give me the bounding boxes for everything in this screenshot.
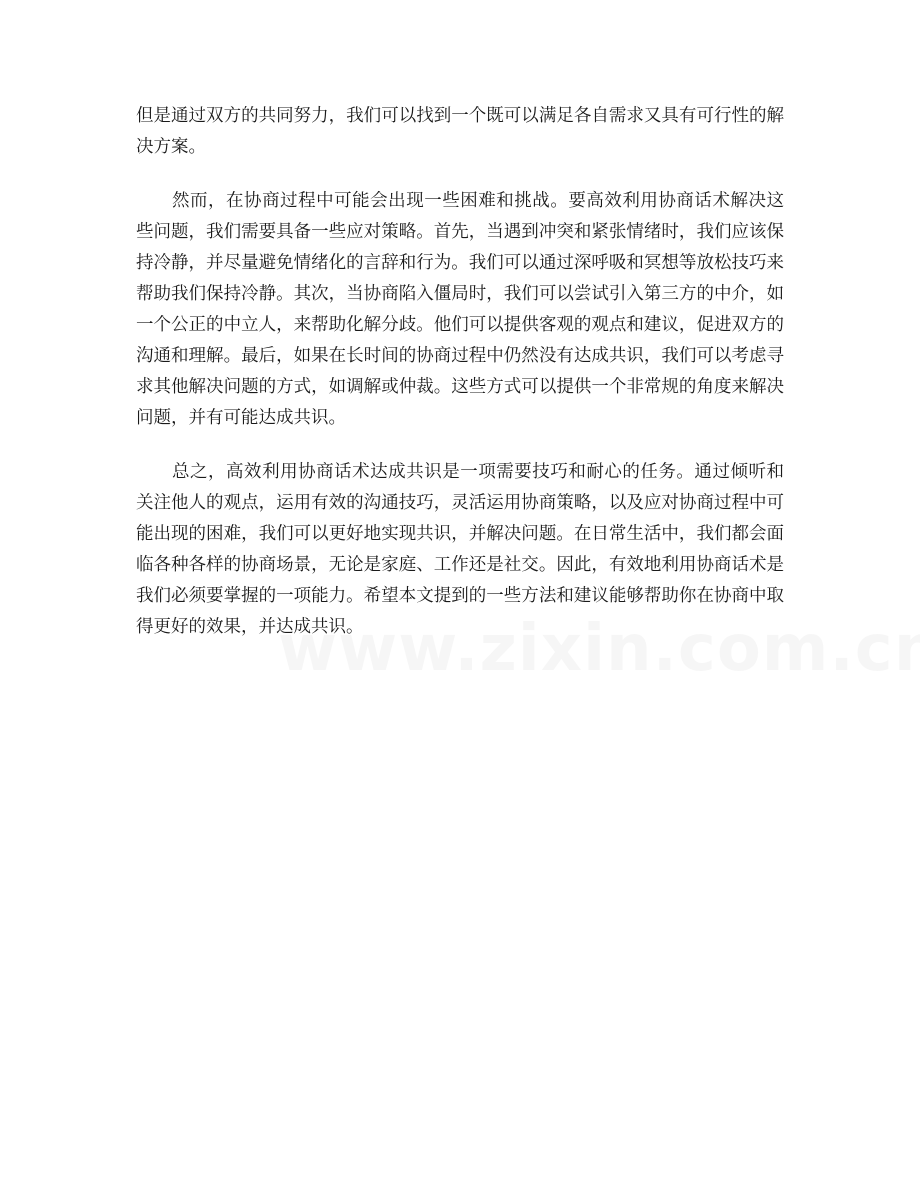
- paragraph-conclusion: 总之，高效利用协商话术达成共识是一项需要技巧和耐心的任务。通过倾听和关注他人的观点，运用有效的沟通技巧，灵活运用协商策略，以及应对协商过程中可能出现的困难，我们可以更好地实现共识，并解决问题。在日常生活中，我们都会面临各种各样的协商场景，无论是家庭、工作还是社交。因此，有效地利用协商话术是我们必须要掌握的一项能力。希望本文提到的一些方法和建议能够帮助你在协商中取得更好的效果，并达成共识。: [136, 462, 784, 637]
- paragraph-continuation: 但是通过双方的共同努力，我们可以找到一个既可以满足各自需求又具有可行性的解决方案。: [136, 106, 784, 157]
- paragraph-coping-strategies: 然而，在协商过程中可能会出现一些困难和挑战。要高效利用协商话术解决这些问题，我们需要具备一些应对策略。首先，当遇到冲突和紧张情绪时，我们应该保持冷静，并尽量避免情绪化的言辞和行为。我们可以通过深呼吸和冥想等放松技巧来帮助我们保持冷静。其次，当协商陷入僵局时，我们可以尝试引入第三方的中介，如一个公正的中立人，来帮助化解分歧。他们可以提供客观的观点和建议，促进双方的沟通和理解。最后，如果在长时间的协商过程中仍然没有达成共识，我们可以考虑寻求其他解决问题的方式，如调解或仲裁。这些方式可以提供一个非常规的角度来解决问题，并有可能达成共识。: [136, 191, 784, 428]
- document-body: [136, 101, 784, 666]
